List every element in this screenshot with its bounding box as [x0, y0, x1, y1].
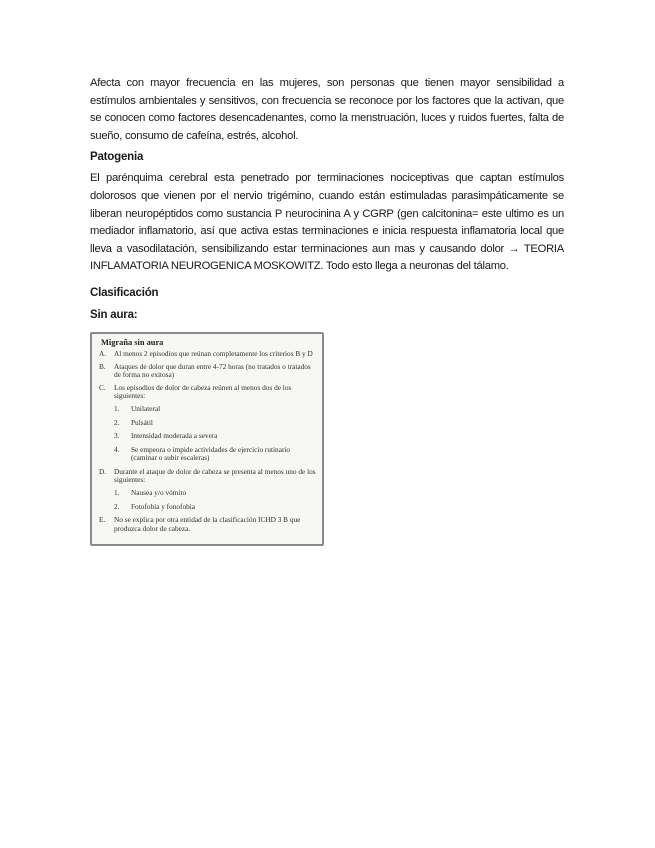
criterion-item — [99, 350, 316, 359]
figure-title: Migraña sin aura — [101, 337, 164, 347]
subitem-text: Se empeora o impide actividades de ejercicio rutinario (caminar o subir escaleras) — [131, 444, 291, 463]
criterion-item — [99, 468, 316, 485]
subitem-number: 1. — [114, 403, 120, 413]
criterion-text: Ataques de dolor que duran entre 4-72 horas (no tratados o tratados de forma no exitosa) — [114, 361, 311, 380]
criterion-item — [99, 363, 316, 380]
criterion-letter: E. — [99, 515, 106, 525]
criterion-text: Los episodios de dolor de cabeza reúnen al menos dos de los siguientes: — [114, 382, 292, 401]
criterion-letter: C. — [99, 382, 106, 392]
subitem-number: 3. — [114, 431, 120, 441]
intro-paragraph: Afecta con mayor frecuencia en las mujeres, son personas que tienen mayor sensibilidad a estímulos ambientales y sensitivos, con frecuencia se reconoce por los factores que la activan, que se conocen como factores desencadenantes, como la menstruación, luces y ruidos fuertes, falta de sueño, consumo de cafeína, estrés, alcohol. — [90, 77, 564, 142]
subitem-number: 2. — [114, 417, 120, 427]
criterion-text: No se explica por otra entidad de la clasificación ICHD 3 B que produzca dolor de cabeza. — [114, 515, 301, 533]
heading-sin-aura: Sin aura: — [90, 308, 138, 321]
subitem-number: 4. — [114, 444, 120, 454]
criterion-item — [99, 516, 316, 533]
subitem-text: Unilateral — [131, 403, 161, 413]
heading-clasificacion: Clasificación — [90, 286, 159, 299]
criteria-list — [99, 350, 316, 534]
subitem-number: 2. — [114, 501, 120, 511]
subitem-text: Pulsátil — [131, 417, 153, 427]
criterion-letter: B. — [99, 361, 106, 371]
criterion-subitem — [114, 405, 316, 414]
subitem-text: Intensidad moderada a severa — [131, 431, 218, 441]
criterion-text: Durante el ataque de dolor de cabeza se presenta al menos uno de los siguientes: — [114, 466, 316, 485]
subitem-text: Nausea y/o vómito — [131, 488, 187, 498]
subitem-number: 1. — [114, 488, 120, 498]
document-page — [90, 75, 564, 546]
criterion-subitem — [114, 419, 316, 428]
heading-patogenia: Patogenia — [90, 151, 144, 164]
subitem-text: Fotofobia y fonofobia — [131, 501, 196, 511]
patogenia-paragraph: El parénquima cerebral esta penetrado por terminaciones nociceptivas que captan estímulos dolorosos que vienen por el nervio trigémino, cuando están estimuladas parasimpáticamente se liberan neuropéptidos como sustancia P neurocinina A y CGRP (gen calcitonina= este ultimo es un mediador inflamatorio, así que activa estas terminaciones e inicia respuesta inflamatoria local que lleva a vasodilatación, sensibilizando estar terminaciones aun mas y causando dolor → TEORIA INFLAMATORIA NEUROGENICA MOSKOWITZ. Todo esto llega a neuronas del tálamo. — [90, 172, 564, 273]
migraine-criteria-figure — [90, 332, 324, 546]
criterion-letter: A. — [99, 348, 107, 358]
criterion-subitem — [114, 489, 316, 498]
criterion-subitem — [114, 446, 316, 463]
criterion-text: Al menos 2 episodios que reúnan completamente los criterios B y D — [114, 348, 313, 358]
criterion-letter: D. — [99, 466, 107, 476]
criterion-subitem — [114, 432, 316, 441]
criterion-subitem — [114, 503, 316, 512]
criterion-item — [99, 384, 316, 401]
